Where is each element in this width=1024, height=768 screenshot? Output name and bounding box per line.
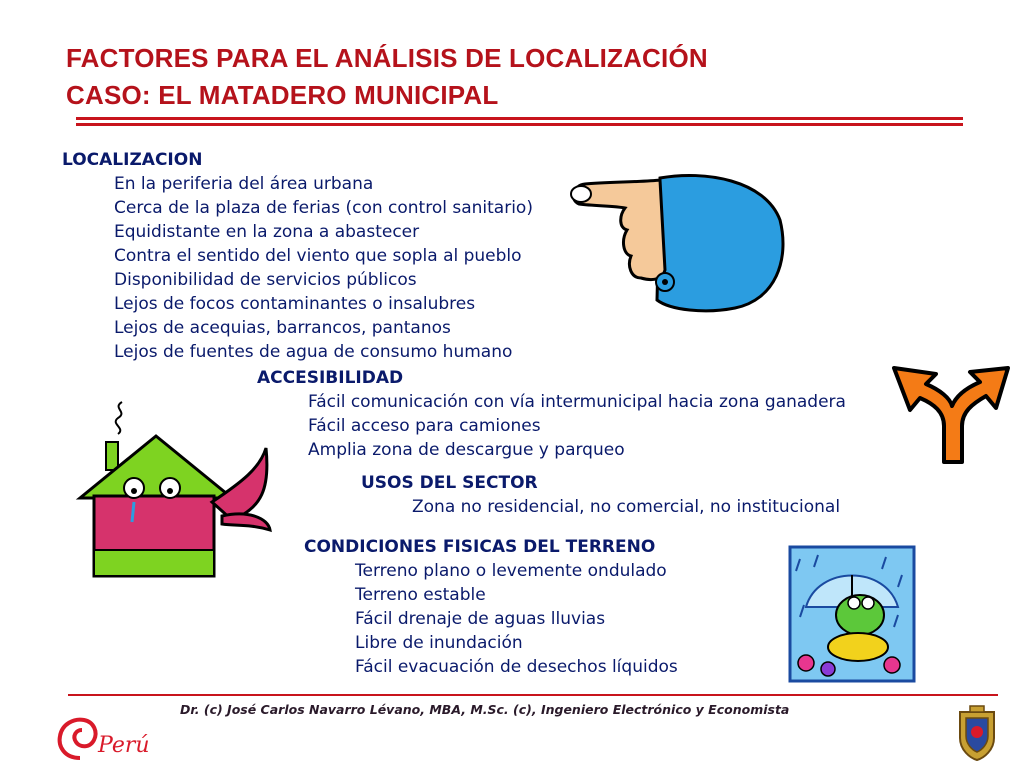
peru-logo-text: Perú bbox=[98, 733, 150, 758]
list-item: Fácil comunicación con vía intermunicipal hacia zona ganadera bbox=[308, 392, 846, 412]
list-item: Disponibilidad de servicios públicos bbox=[114, 270, 417, 290]
condiciones-section bbox=[304, 535, 678, 679]
slide-title bbox=[66, 40, 708, 114]
list-item: Libre de inundación bbox=[355, 633, 523, 653]
list-item: Equidistante en la zona a abastecer bbox=[114, 222, 420, 242]
footer-rule bbox=[68, 694, 998, 696]
list-item: Contra el sentido del viento que sopla al pueblo bbox=[114, 246, 522, 266]
peru-logo-icon bbox=[54, 712, 154, 764]
list-item: Cerca de la plaza de ferias (con control sanitario) bbox=[114, 198, 533, 218]
list-item: Amplia zona de descargue y parqueo bbox=[308, 440, 625, 460]
accesibilidad-heading: ACCESIBILIDAD bbox=[257, 368, 404, 388]
list-item: Lejos de acequias, barrancos, pantanos bbox=[114, 318, 451, 338]
list-item: Terreno estable bbox=[355, 585, 486, 605]
fork-arrow-icon bbox=[888, 362, 1013, 467]
usos-section bbox=[361, 471, 840, 519]
sad-house-icon bbox=[72, 398, 277, 586]
localizacion-heading: LOCALIZACION bbox=[62, 150, 203, 170]
title-line-2: CASO: EL MATADERO MUNICIPAL bbox=[66, 80, 499, 110]
condiciones-heading: CONDICIONES FISICAS DEL TERRENO bbox=[304, 537, 656, 557]
list-item: En la periferia del área urbana bbox=[114, 174, 374, 194]
accesibilidad-section bbox=[257, 366, 846, 462]
localizacion-section bbox=[62, 148, 533, 364]
list-item: Fácil drenaje de aguas lluvias bbox=[355, 609, 606, 629]
frog-umbrella-icon bbox=[788, 545, 916, 683]
title-line-1: FACTORES PARA EL ANÁLISIS DE LOCALIZACIÓN bbox=[66, 43, 708, 73]
usos-heading: USOS DEL SECTOR bbox=[361, 473, 538, 493]
title-rule-top bbox=[76, 117, 963, 120]
title-rule-bottom bbox=[76, 123, 963, 126]
list-item: Terreno plano o levemente ondulado bbox=[355, 561, 667, 581]
list-item: Zona no residencial, no comercial, no institucional bbox=[412, 497, 841, 517]
pointing-hand-icon bbox=[565, 170, 790, 320]
list-item: Lejos de fuentes de agua de consumo humano bbox=[114, 342, 513, 362]
list-item: Fácil evacuación de desechos líquidos bbox=[355, 657, 678, 677]
list-item: Fácil acceso para camiones bbox=[308, 416, 541, 436]
footer-author: Dr. (c) José Carlos Navarro Lévano, MBA, M.Sc. (c), Ingeniero Electrónico y Economista bbox=[180, 702, 790, 717]
list-item: Lejos de focos contaminantes o insalubres bbox=[114, 294, 476, 314]
coat-of-arms-icon bbox=[954, 704, 1000, 762]
